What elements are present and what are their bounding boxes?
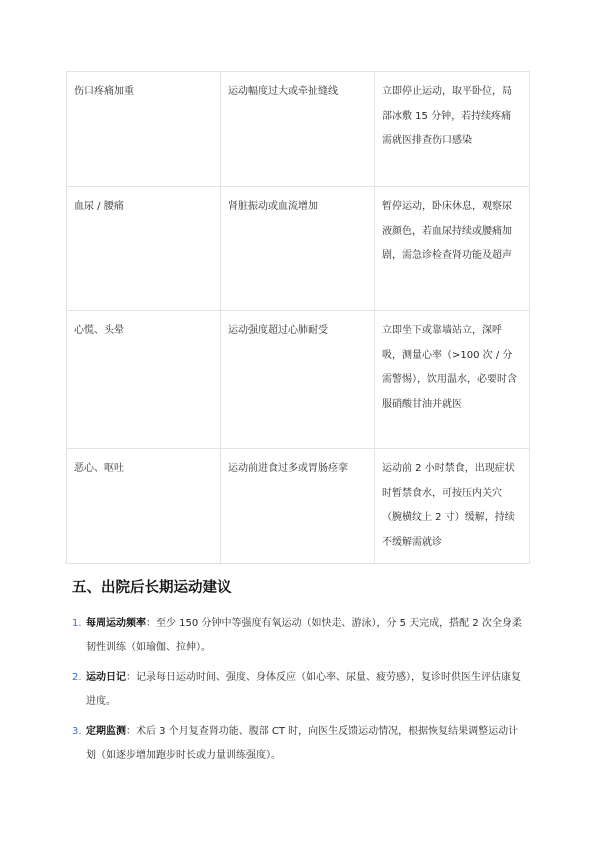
symptom-table xyxy=(66,71,517,564)
list-number: 1. xyxy=(72,618,82,629)
advice-text: ：术后 3 个月复查肾功能、腹部 CT 时，向医生反馈运动情况，根据恢复结果调整运动计划（如逐步增加跑步时长或力量训练强度）。 xyxy=(86,726,519,761)
symptom-cell: 血尿 / 腰痛 xyxy=(67,187,221,311)
action-cell: 运动前 2 小时禁食，出现症状时暂禁食水，可按压内关穴（腕横纹上 2 寸）缓解，持续不缓解需就诊 xyxy=(375,449,530,564)
cause-cell: 肾脏振动或血流增加 xyxy=(221,187,375,311)
table-row xyxy=(67,187,530,311)
advice-list xyxy=(72,612,524,774)
symptom-cell: 伤口疼痛加重 xyxy=(67,72,221,187)
symptom-cell: 心慌、头晕 xyxy=(67,311,221,449)
advice-text: ：记录每日运动时间、强度、身体反应（如心率、尿量、疲劳感），复诊时供医生评估康复进度。 xyxy=(86,672,521,707)
symptom-cell: 恶心、呕吐 xyxy=(67,449,221,564)
action-cell: 暂停运动，卧床休息，观察尿液颜色，若血尿持续或腰痛加剧，需急诊检查肾功能及超声 xyxy=(375,187,530,311)
list-item xyxy=(72,612,524,660)
advice-term: 定期监测 xyxy=(86,726,126,737)
advice-term: 运动日记 xyxy=(86,672,126,683)
cause-cell: 运动前进食过多或胃肠痉挛 xyxy=(221,449,375,564)
table-row xyxy=(67,311,530,449)
list-number: 3. xyxy=(72,726,82,737)
cause-cell: 运动幅度过大或牵扯缝线 xyxy=(221,72,375,187)
advice-text: ：至少 150 分钟中等强度有氧运动（如快走、游泳），分 5 天完成，搭配 2 次全身柔韧性训练（如瑜伽、拉伸）。 xyxy=(86,618,522,653)
action-cell: 立即停止运动，取平卧位，局部冰敷 15 分钟，若持续疼痛需就医排查伤口感染 xyxy=(375,72,530,187)
cause-cell: 运动强度超过心肺耐受 xyxy=(221,311,375,449)
list-item xyxy=(72,720,524,768)
table-row xyxy=(67,449,530,564)
advice-term: 每周运动频率 xyxy=(86,618,146,629)
section-heading: 五、出院后长期运动建议 xyxy=(72,580,232,596)
list-item xyxy=(72,666,524,714)
action-cell: 立即坐下或靠墙站立，深呼吸，测量心率（>100 次 / 分需警惕），饮用温水，必要时含服硝酸甘油并就医 xyxy=(375,311,530,449)
table-row xyxy=(67,72,530,187)
list-number: 2. xyxy=(72,672,82,683)
